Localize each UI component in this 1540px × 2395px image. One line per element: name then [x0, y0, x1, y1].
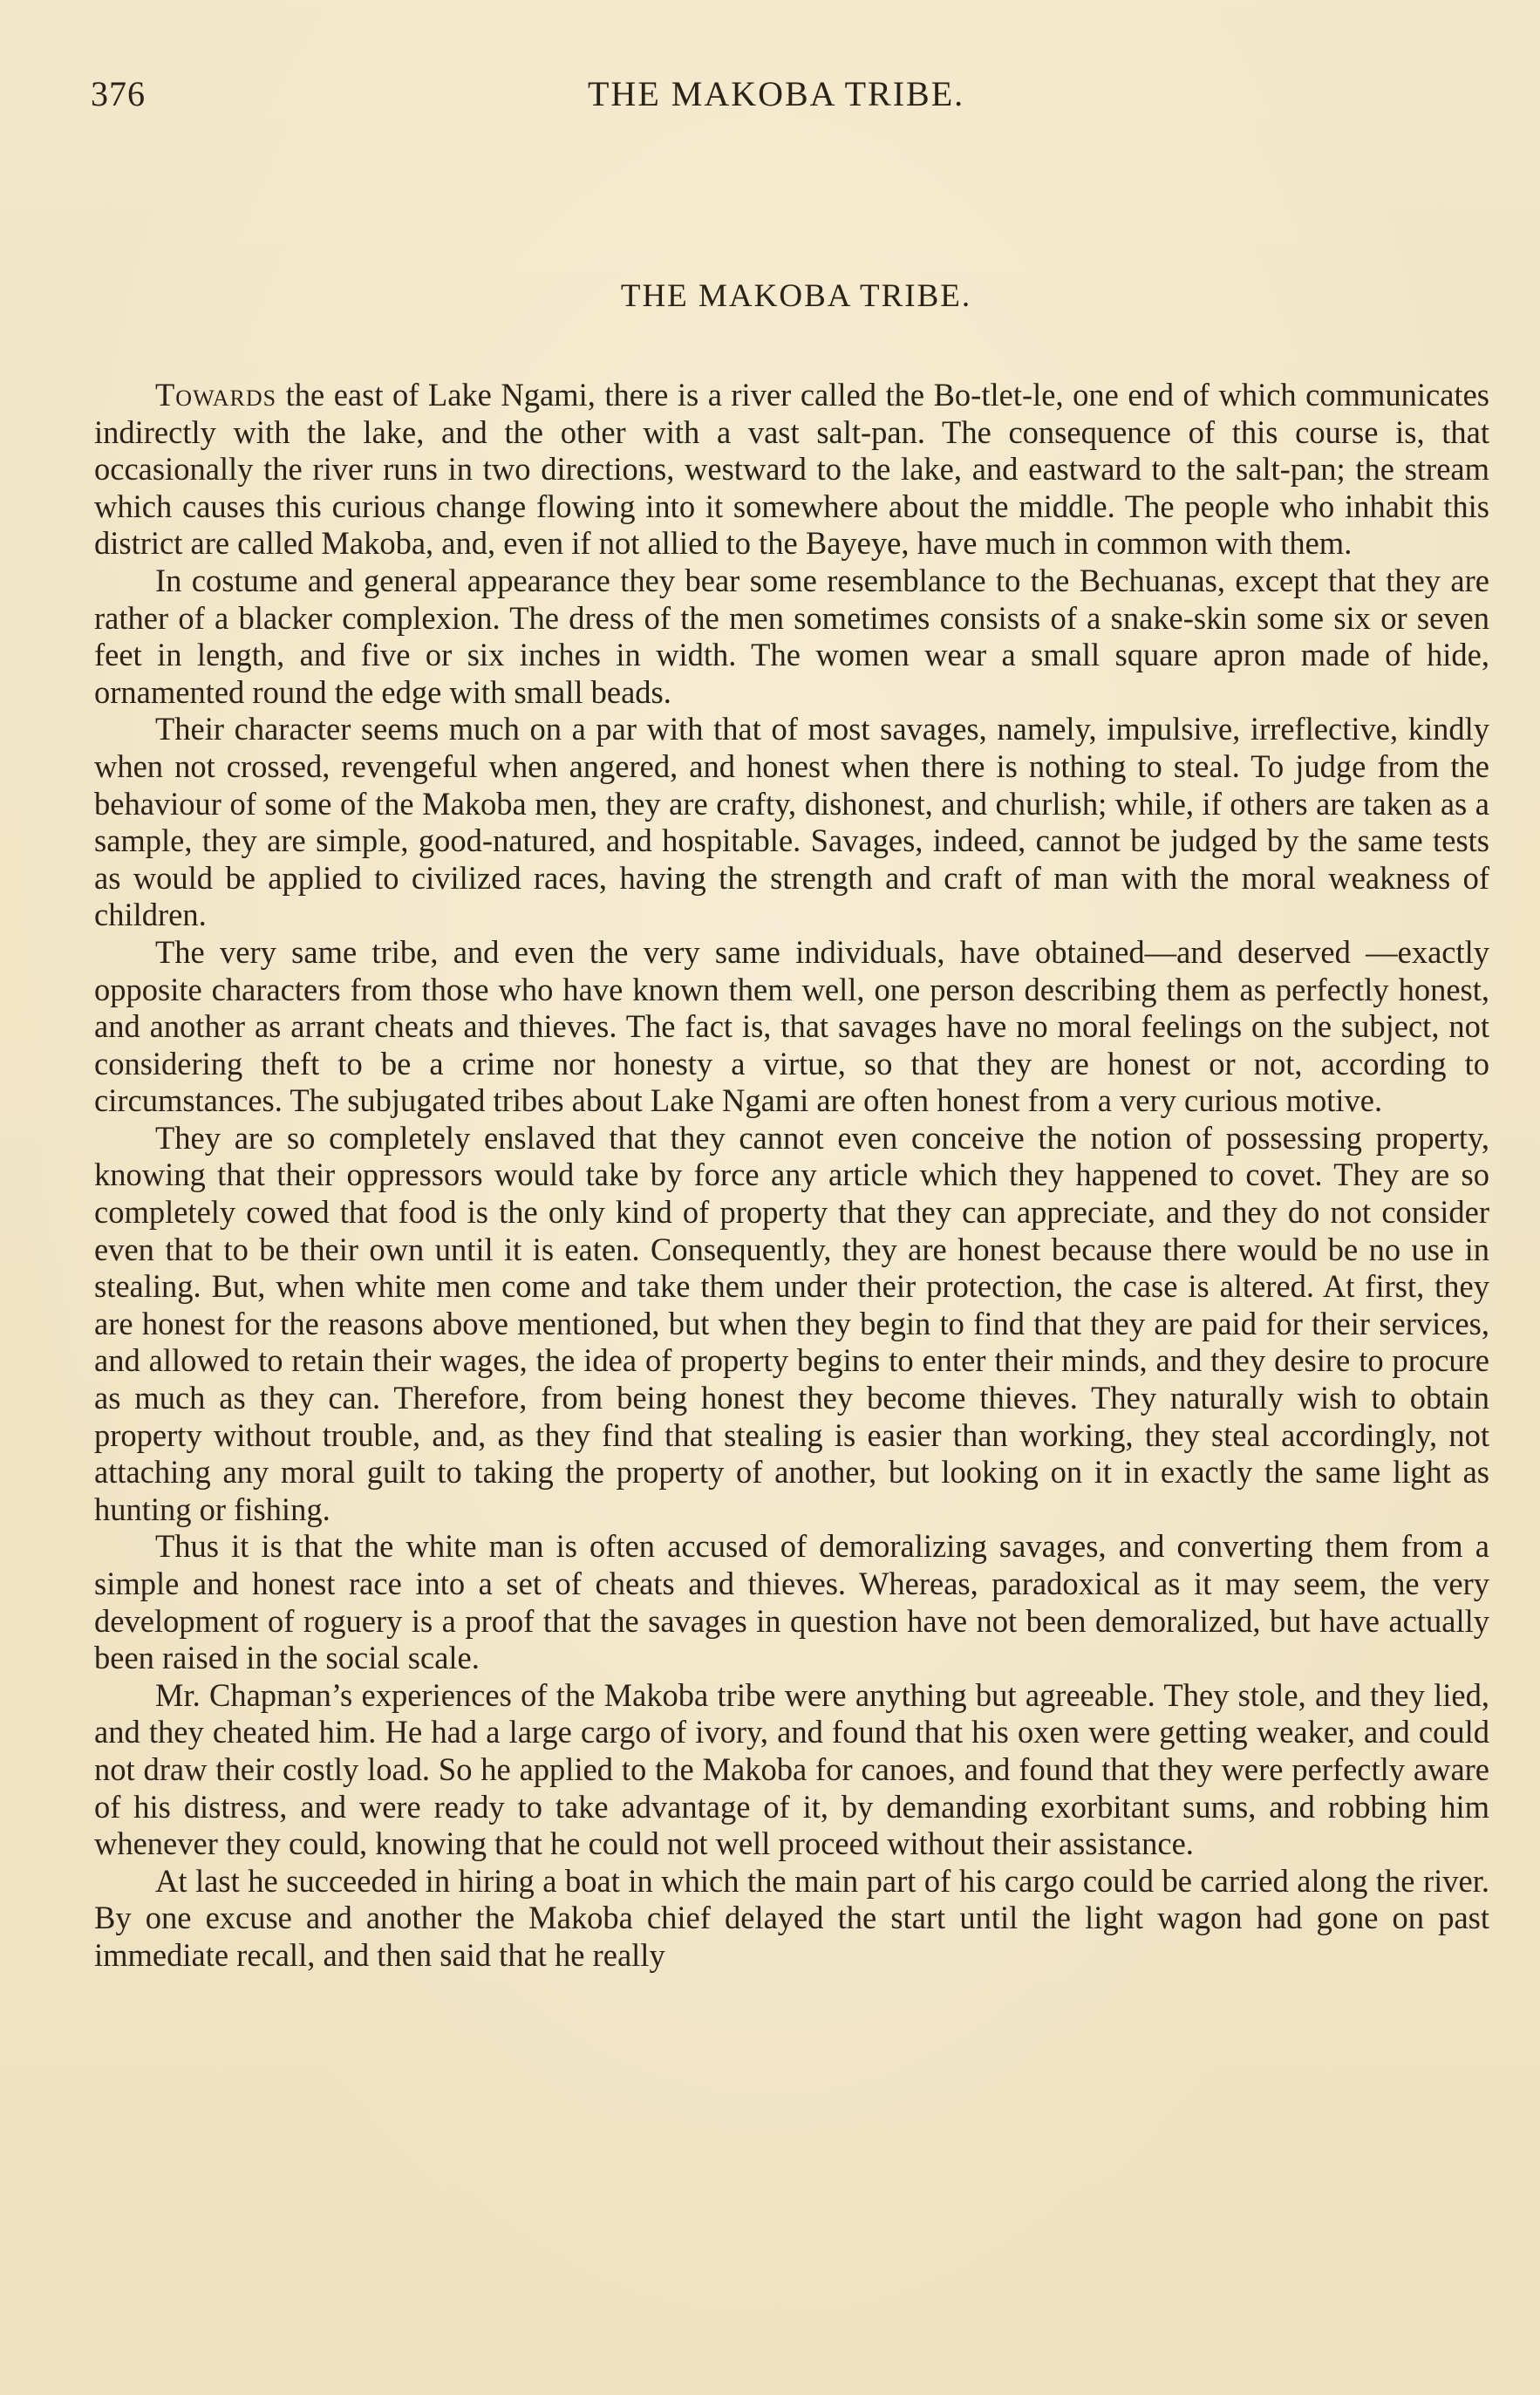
paragraph: Mr. Chapman’s experiences of the Makoba tribe were anything but agreeable. They stole, and they lied, and they cheated him. He had a large cargo of ivory, and found that his oxen were getting weaker, and could not draw their costly load. So he applied to the Makoba for canoes, and found that they were perfectly aware of his distress, and were ready to take advantage of it, by demanding exorbitant sums, and robbing him whenever they could, knowing that he could not well proceed without their assistance. [94, 1676, 1489, 1862]
paragraph: They are so completely enslaved that they cannot even conceive the notion of possessing property, knowing that their oppressors would take by force any article which they happened to covet. They are so completely cowed that food is the only kind of property that they can appreciate, and they do not consider even that to be their own until it is eaten. Consequently, they are honest because there would be no use in stealing. But, when white men come and take them under their protection, the case is altered. At first, they are honest for the reasons above mentioned, but when they begin to find that they are paid for their services, and allowed to retain their wages, the idea of property begins to enter their minds, and they desire to procure as much as they can. Therefore, from being honest they become thieves. They naturally wish to obtain property without trouble, and, as they find that stealing is easier than working, they steal accordingly, not attaching any moral guilt to taking the property of another, but looking on it in exactly the same light as hunting or fishing. [94, 1119, 1489, 1527]
body-text [94, 377, 1489, 1975]
paragraph [94, 377, 1489, 563]
running-title: THE MAKOBA TRIBE. [588, 74, 965, 113]
running-head [91, 73, 1486, 126]
paragraph: The very same tribe, and even the very same individuals, have obtained—and deserved —exactly opposite characters from those who have known them well, one person describing them as perfectly honest, and another as arrant cheats and thieves. The fact is, that savages have no moral feelings on the subject, not considering theft to be a crime nor honesty a virtue, so that they are honest or not, according to circumstances. The subjugated tribes about Lake Ngami are often honest from a very curious motive. [94, 933, 1489, 1119]
paragraph-text: the east of Lake Ngami, there is a river called the Bo-tlet-le, one end of which communicates indirectly with the lake, and the other with a vast salt-pan. The consequence of this course is, that occasionally the river runs in two directions, westward to the lake, and eastward to the salt-pan; the stream which causes this curious change flowing into it somewhere about the middle. The people who inhabit this district are called Makoba, and, even if not allied to the Bayeye, have much in common with them. [94, 377, 1489, 562]
paragraph: Their character seems much on a par with that of most savages, namely, impulsive, irreflective, kindly when not crossed, revengeful when angered, and honest when there is nothing to steal. To judge from the behaviour of some of the Makoba men, they are crafty, dishonest, and churlish; while, if others are taken as a sample, they are simple, good-natured, and hospitable. Savages, indeed, cannot be judged by the same tests as would be applied to civilized races, having the strength and craft of man with the moral weakness of children. [94, 711, 1489, 933]
paragraph: Thus it is that the white man is often accused of demoralizing savages, and converting them from a simple and honest race into a set of cheats and thieves. Whereas, paradoxical as it may seem, the very development of roguery is a proof that the savages in question have not been demoralized, but have actually been raised in the social scale. [94, 1528, 1489, 1676]
chapter-title: THE MAKOBA TRIBE. [620, 278, 972, 314]
page-number: 376 [91, 74, 146, 113]
paragraph: At last he succeeded in hiring a boat in which the main part of his cargo could be carried along the river. By one excuse and another the Makoba chief delayed the start until the light wagon had gone on past immediate recall, and then said that he really [94, 1862, 1489, 1973]
paragraph-lead-word: Towards [155, 377, 277, 413]
paragraph: In costume and general appearance they bear some resemblance to the Bechuanas, except that they are rather of a blacker complexion. The dress of the men sometimes consists of a snake-skin some six or seven feet in length, and five or six inches in width. The women wear a small square apron made of hide, ornamented round the edge with small beads. [94, 562, 1489, 710]
